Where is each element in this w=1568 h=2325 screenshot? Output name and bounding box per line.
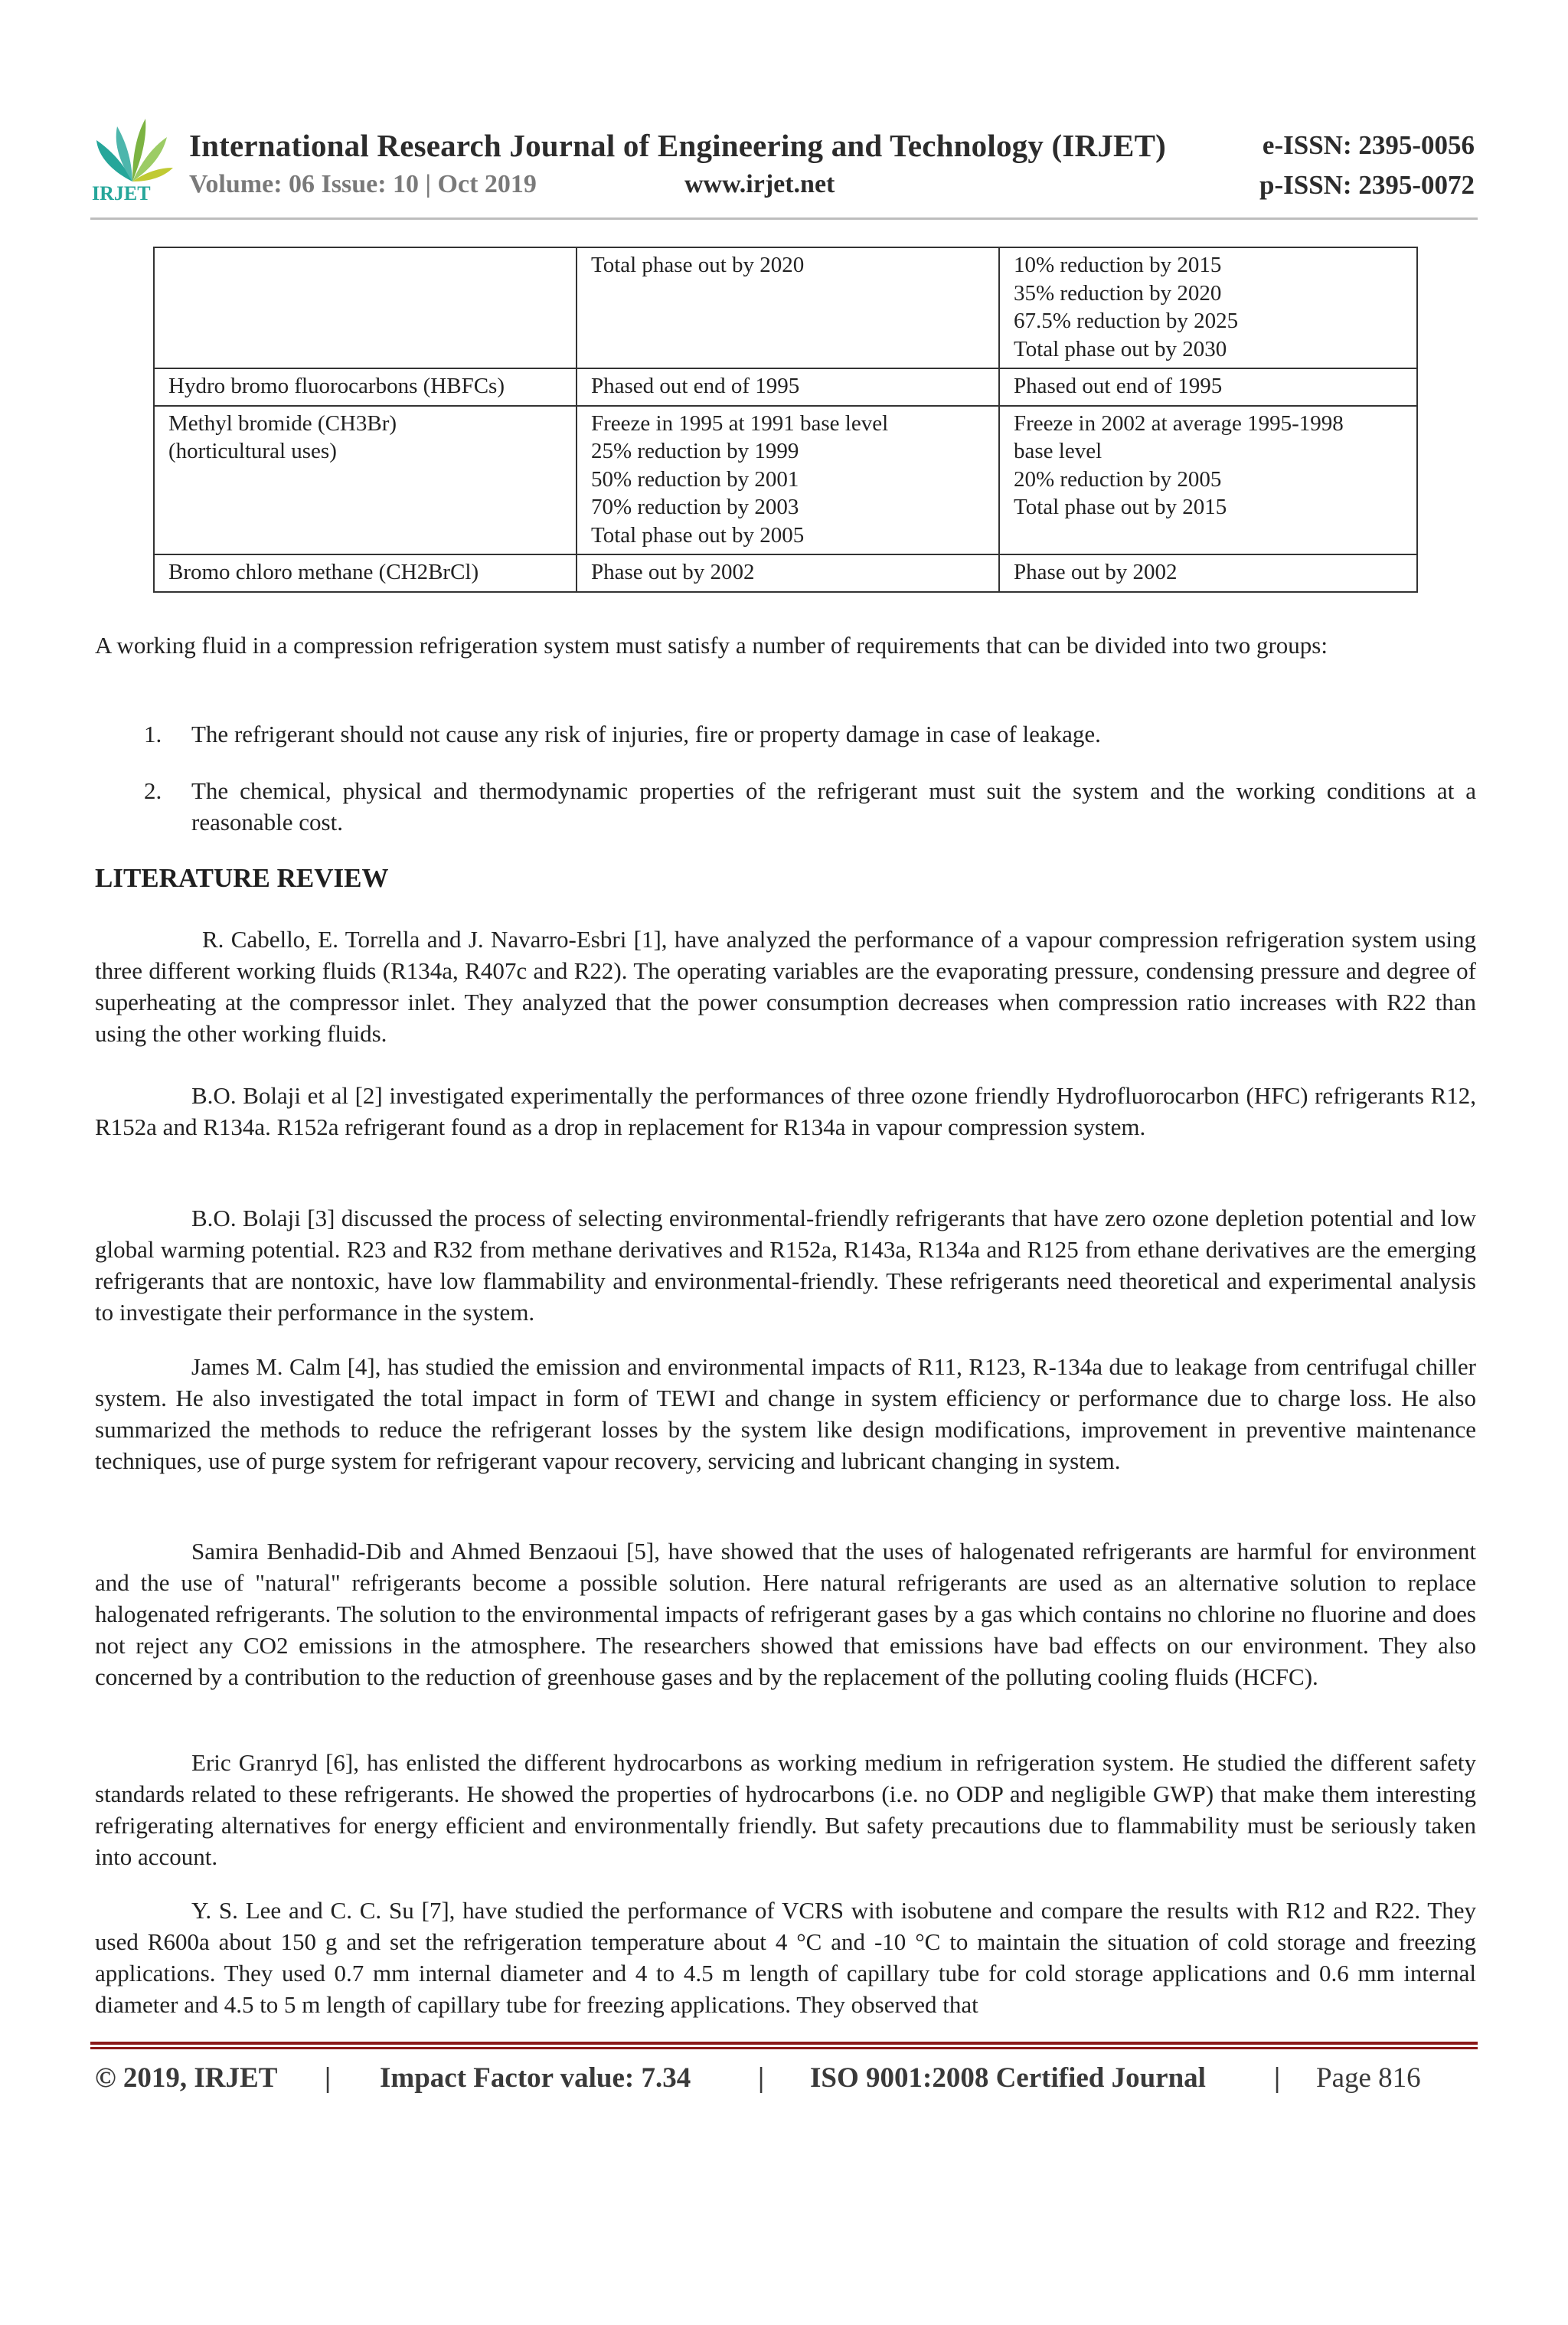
header-divider bbox=[90, 217, 1478, 220]
table-cell-developing bbox=[999, 406, 1417, 555]
cell-line: 70% reduction by 2003 bbox=[591, 495, 799, 519]
list-item bbox=[95, 718, 1476, 750]
cell-line: Phase out by 2002 bbox=[1014, 560, 1178, 584]
volume-issue: Volume: 06 Issue: 10 | Oct 2019 bbox=[189, 170, 537, 198]
cell-line: Total phase out by 2015 bbox=[1014, 495, 1227, 519]
cell-line: 50% reduction by 2001 bbox=[591, 466, 799, 492]
list-item bbox=[95, 775, 1476, 838]
pissn: p-ISSN: 2395-0072 bbox=[1259, 170, 1475, 200]
cell-line: Phased out end of 1995 bbox=[1014, 374, 1223, 398]
list-text: The refrigerant should not cause any risk of injuries, fire or property damage in case of leakage. bbox=[191, 721, 1101, 747]
paragraph-5: Samira Benhadid-Dib and Ahmed Benzaoui [5], have showed that the uses of halogenated refrigerants are harmful for environment and the use of "natural" refrigerants become a possible solution. Here natural refrigerants are used as an alternative solution to replace halogenated refrigerants. The solution to the environmental impacts of refrigerant gases by a gas which contains no chlorine no fluorine and does not reject any CO2 emissions in the atmosphere. The researchers showed that emissions have bad effects on our environment. They also concerned by a contribution to the reduction of greenhouse gases and by the replacement of the polluting cooling fluids (HCFC). bbox=[95, 1538, 1476, 1690]
eissn: e-ISSN: 2395-0056 bbox=[1262, 130, 1475, 160]
footer-separator: | bbox=[1274, 2062, 1281, 2094]
paragraph-4: James M. Calm [4], has studied the emission and environmental impacts of R11, R123, R-134a due to leakage from centrifugal chiller system. He also investigated the total impact in form of TEWI and change in system efficiency or performance due to charge loss. He also summarized the methods to reduce the refrigerant losses by the system like design modifications, improvement in preventive maintenance techniques, use of purge system for refrigerant vapour recovery, servicing and lubricant changing in system. bbox=[95, 1353, 1476, 1474]
table-cell-substance bbox=[154, 368, 577, 406]
journal-title: International Research Journal of Engineering and Technology (IRJET) bbox=[189, 128, 1166, 163]
cell-line: Total phase out by 2020 bbox=[591, 253, 805, 277]
paragraph-3: B.O. Bolaji [3] discussed the process of selecting environmental-friendly refrigerants that have zero ozone depletion potential and low global warming potential. R23 and R32 from methane derivatives and R152a, R143a, R134a and R125 from ethane derivatives are the emerging refrigerants that are nontoxic, have low flammability and environmental-friendly. These refrigerants need theoretical and experimental analysis to investigate their performance in the system. bbox=[95, 1205, 1476, 1326]
cell-line: 20% reduction by 2005 bbox=[1014, 466, 1222, 492]
cell-line: 67.5% reduction by 2025 bbox=[1014, 309, 1239, 333]
table-cell-developing bbox=[999, 247, 1417, 368]
list-number: 2. bbox=[144, 777, 162, 804]
paragraph-2: B.O. Bolaji et al [2] investigated experimentally the performances of three ozone friendly Hydrofluorocarbon (HFC) refrigerants R12, R152a and R134a. R152a refrigerant found as a drop in replacement for R134a in vapour compression system. bbox=[95, 1082, 1476, 1140]
table-cell-developed bbox=[577, 406, 999, 555]
table-row bbox=[154, 368, 1417, 406]
table-cell-substance bbox=[154, 406, 577, 555]
section-heading: LITERATURE REVIEW bbox=[95, 863, 389, 893]
cell-line: base level bbox=[1014, 439, 1102, 463]
cell-line: (horticultural uses) bbox=[168, 439, 337, 463]
cell-line: Methyl bromide (CH3Br) bbox=[168, 410, 397, 436]
cell-line: 10% reduction by 2015 bbox=[1014, 253, 1222, 277]
cell-line: 25% reduction by 1999 bbox=[591, 439, 799, 463]
table-row bbox=[154, 554, 1417, 592]
cell-line: Hydro bromo fluorocarbons (HBFCs) bbox=[168, 374, 505, 398]
cell-line: Total phase out by 2030 bbox=[1014, 336, 1227, 361]
footer bbox=[95, 2062, 1421, 2325]
table-row bbox=[154, 406, 1417, 555]
table-cell-developed bbox=[577, 247, 999, 368]
footer-separator: | bbox=[325, 2062, 332, 2094]
paragraph-1: R. Cabello, E. Torrella and J. Navarro-Esbri [1], have analyzed the performance of a vapour compression refrigeration system using three different working fluids (R134a, R407c and R22). The operating variables are the evaporating pressure, condensing pressure and degree of superheating at the compressor inlet. They analyzed that the power consumption decreases when compression ratio increases with R22 than using the other working fluids. bbox=[95, 926, 1476, 1047]
paragraph-6: Eric Granryd [6], has enlisted the different hydrocarbons as working medium in refrigeration system. He studied the different safety standards related to these refrigerants. He showed the properties of hydrocarbons (i.e. no ODP and negligible GWP) that make them interesting refrigerating alternatives for energy efficient and environmentally friendly. But safety precautions due to flammability must be seriously taken into account. bbox=[95, 1749, 1476, 1870]
cell-line: Freeze in 2002 at average 1995-1998 bbox=[1014, 410, 1344, 436]
footer-iso: ISO 9001:2008 Certified Journal bbox=[810, 2062, 1206, 2094]
table-cell-substance bbox=[154, 554, 577, 592]
cell-line: Total phase out by 2005 bbox=[591, 522, 805, 548]
table-row bbox=[154, 247, 1417, 368]
footer-separator: | bbox=[758, 2062, 765, 2094]
website-link[interactable]: www.irjet.net bbox=[684, 170, 835, 198]
table-cell-developing bbox=[999, 368, 1417, 406]
list-text: The chemical, physical and thermodynamic properties of the refrigerant must suit the system and the working conditions at a reasonable cost. bbox=[191, 777, 1476, 835]
cell-line: Bromo chloro methane (CH2BrCl) bbox=[168, 560, 479, 584]
table-cell-substance bbox=[154, 247, 577, 368]
phaseout-table bbox=[153, 247, 1418, 593]
paragraph-7: Y. S. Lee and C. C. Su [7], have studied the performance of VCRS with isobutene and compare the results with R12 and R22. They used R600a about 150 g and set the refrigeration temperature about 4 °C and -10 °C to maintain the situation of cold storage and freezing applications. They used 0.7 mm internal diameter and 4 to 4.5 m length of capillary tube for cold storage applications and 0.6 mm internal diameter and 4.5 to 5 m length of capillary tube for freezing applications. They observed that bbox=[95, 1897, 1476, 2018]
intro-paragraph: A working fluid in a compression refrigeration system must satisfy a number of requirements that can be divided into two groups: bbox=[95, 632, 1328, 659]
cell-line: Phase out by 2002 bbox=[591, 560, 755, 584]
table-cell-developed bbox=[577, 554, 999, 592]
table-cell-developing bbox=[999, 554, 1417, 592]
table-cell-developed bbox=[577, 368, 999, 406]
footer-divider bbox=[90, 2042, 1478, 2045]
footer-divider-secondary bbox=[90, 2047, 1478, 2049]
page-number: Page 816 bbox=[1316, 2062, 1421, 2094]
logo-text: IRJET bbox=[92, 182, 151, 203]
cell-line: Freeze in 1995 at 1991 base level bbox=[591, 410, 889, 436]
footer-copyright: © 2019, IRJET bbox=[95, 2062, 278, 2094]
footer-impact-factor: Impact Factor value: 7.34 bbox=[380, 2062, 691, 2094]
cell-line: Phased out end of 1995 bbox=[591, 374, 800, 398]
irjet-logo-graphic bbox=[90, 111, 175, 203]
cell-line: 35% reduction by 2020 bbox=[1014, 280, 1222, 306]
irjet-logo bbox=[90, 111, 175, 203]
list-number: 1. bbox=[144, 721, 162, 747]
